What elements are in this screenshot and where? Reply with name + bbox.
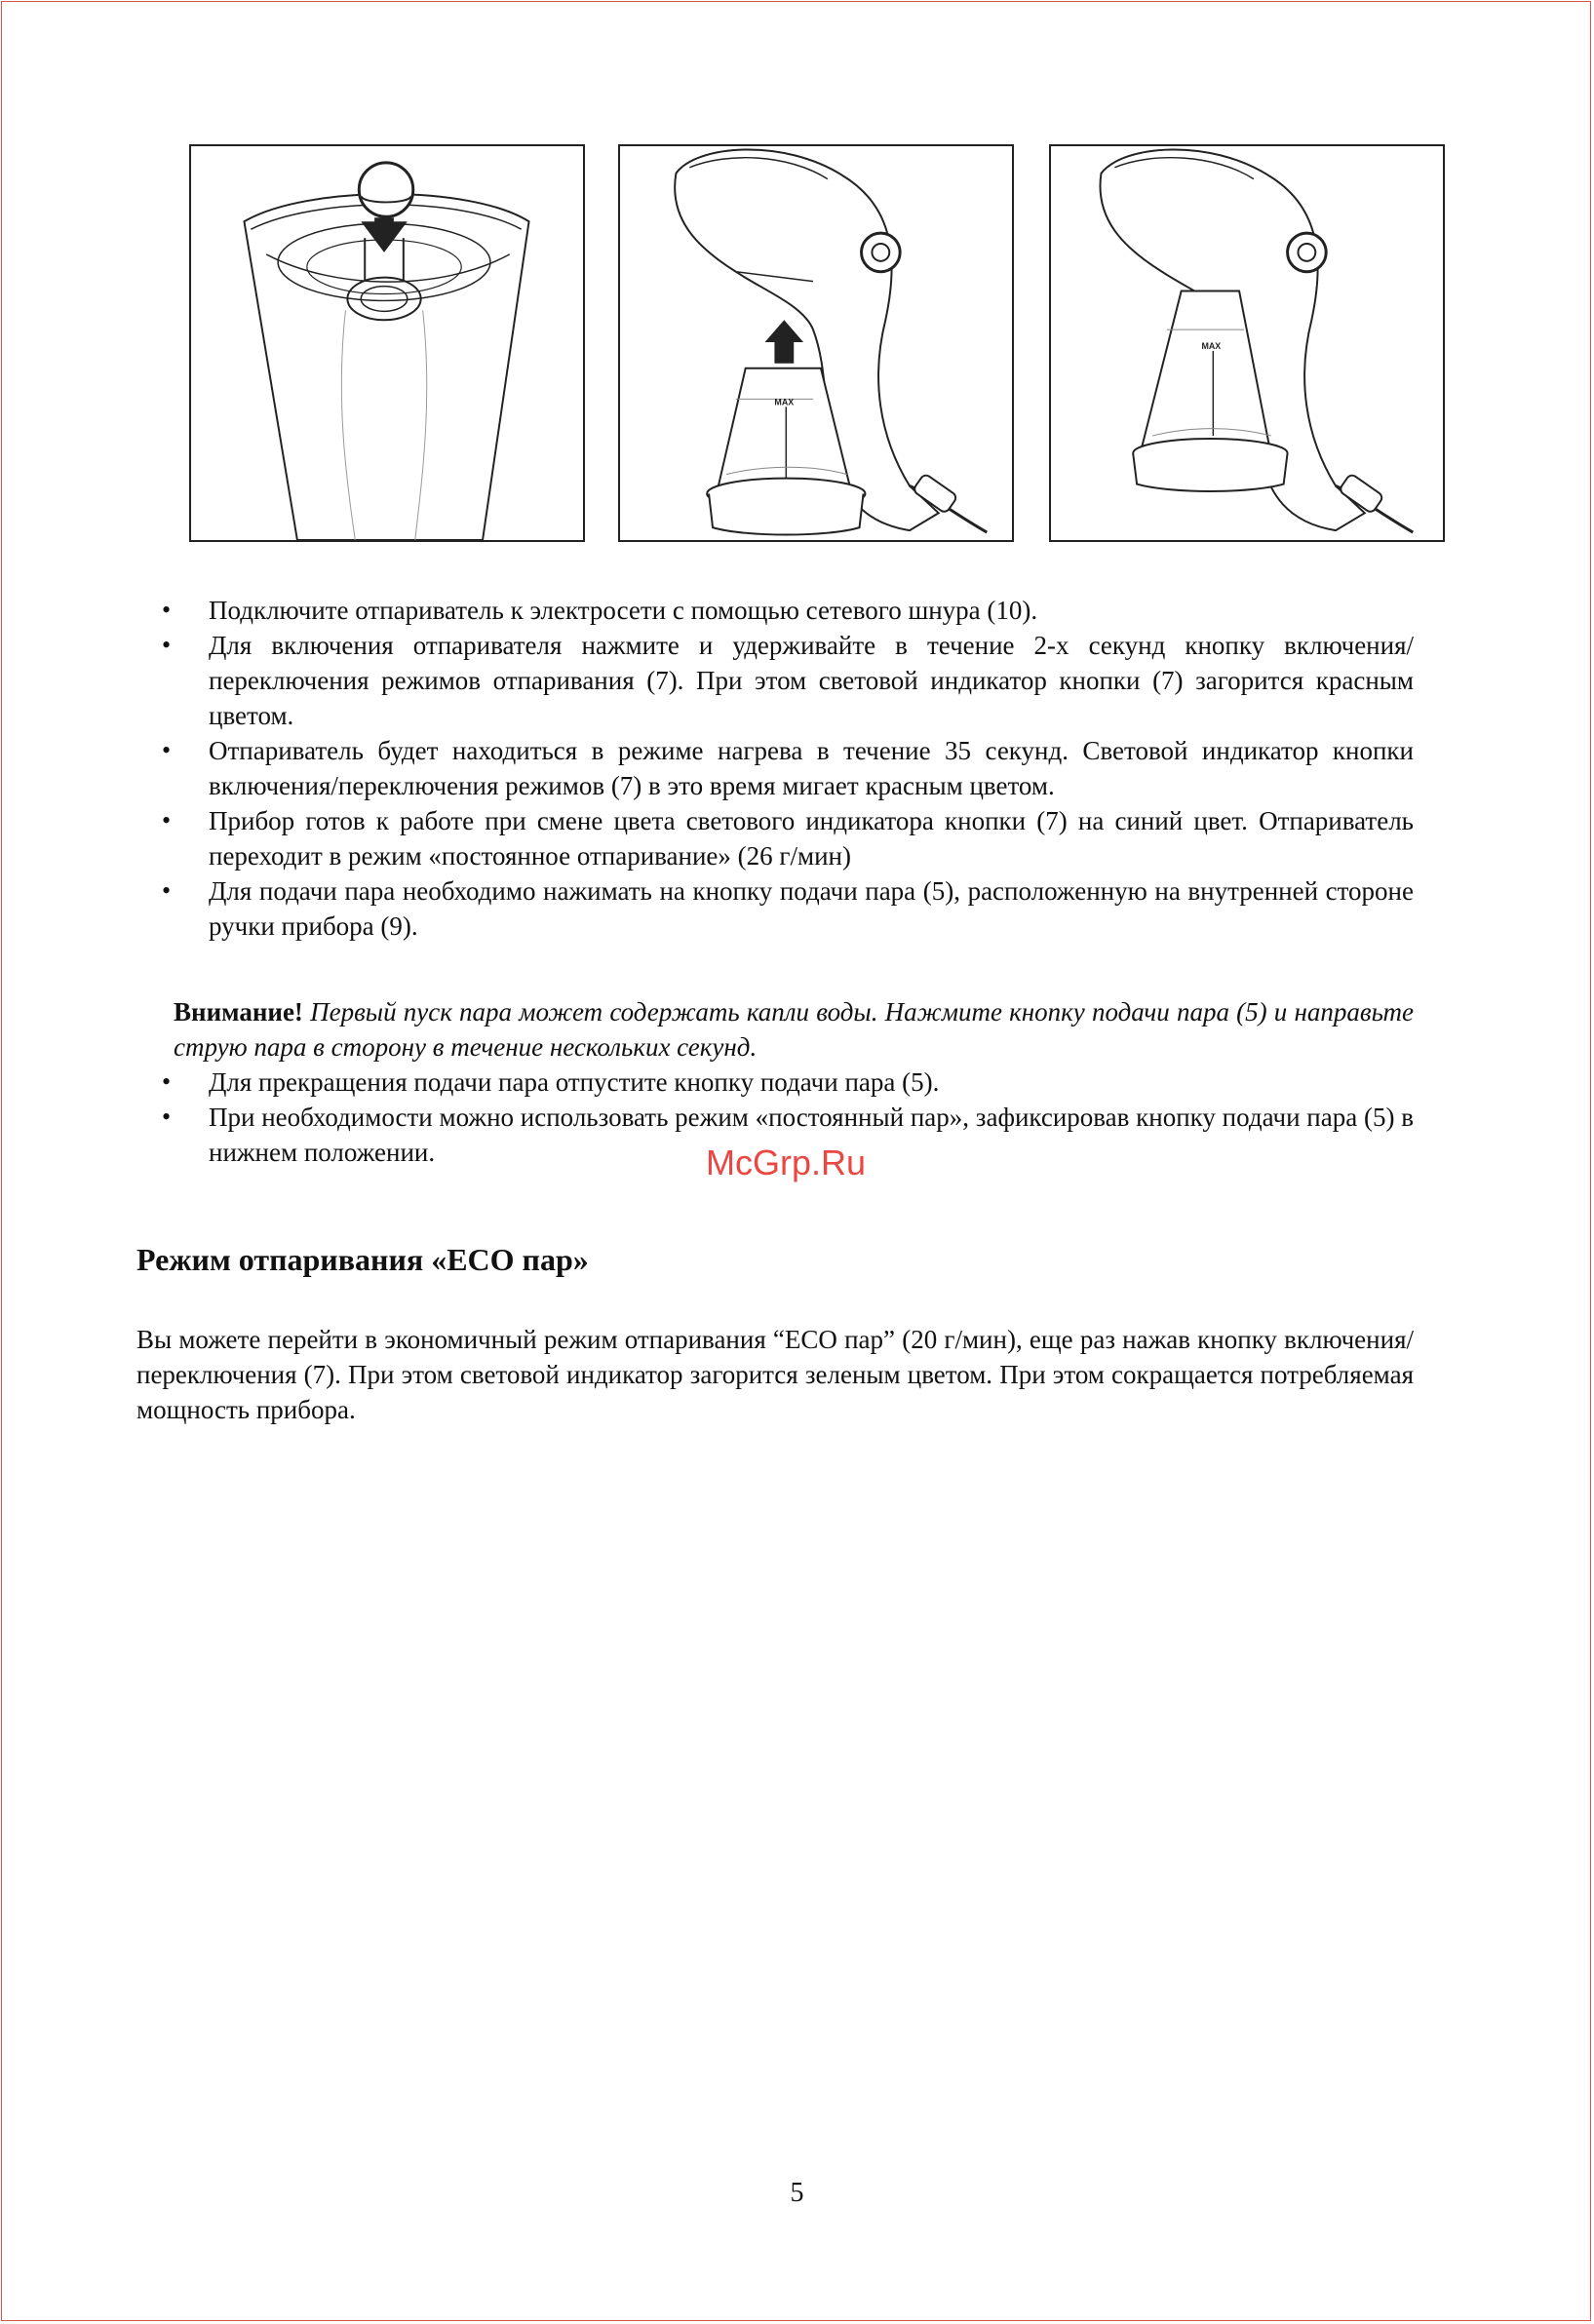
tank-max-label: MAX [774,397,795,407]
tank-insert-illustration [191,146,583,540]
figure-steamer-assembled [1049,144,1445,542]
bullet-list [136,593,1414,944]
watermark: McGrp.Ru [706,1143,867,1182]
list-item: • Отпариватель будет находиться в режиме нагрева в течение 35 секунд. Световой индикатор кнопки включения/переключения режимов (7) в это время мигает красным цветом. [136,733,1414,803]
list-item: • Прибор готов к работе при смене цвета светового индикатора кнопки (7) на синий цвет. Отпариватель переходит в режим «постоянное отпаривание» (26 г/мин) [136,803,1414,873]
figure-tank-attach [618,144,1014,542]
warning-label: Внимание! [174,997,303,1026]
steamer-assembled-illustration [1051,146,1443,540]
tank-max-label: MAX [1201,340,1222,351]
figures-row [189,144,1445,544]
warning-note [174,994,1414,1065]
list-item: • Для подачи пара необходимо нажимать на кнопку подачи пара (5), расположенную на внутренней стороне ручки прибора (9). [136,873,1414,944]
instructions-content [136,593,1414,1427]
tank-attach-illustration [620,146,1012,540]
list-item: • Для включения отпаривателя нажмите и удерживайте в течение 2-х секунд кнопку включения/переключения режимов отпаривания (7). При этом световой индикатор кнопки (7) загорится красным цветом. [136,628,1414,733]
eco-paragraph: Вы можете перейти в экономичный режим отпаривания “ECO пар” (20 г/мин), еще раз нажав кнопку включения/переключения (7). При этом световой индикатор загорится зеленым цветом. При этом сокращается потребляемая мощность прибора. [136,1325,1414,1424]
list-item: • При необходимости можно использовать режим «постоянный пар», зафиксировав кнопку подачи пара (5) в нижнем положении. [136,1100,1414,1170]
list-item: • Для прекращения подачи пара отпустите кнопку подачи пара (5). [136,1065,1414,1100]
section-title: Режим отпаривания «ECO пар» [136,1242,589,1277]
warning-text: Первый пуск пара может содержать капли воды. Нажмите кнопку подачи пара (5) и направьте струю пара в сторону в течение нескольких секунд. [174,997,1414,1062]
figure-tank-insert [189,144,585,542]
list-item: • Подключите отпариватель к электросети с помощью сетевого шнура (10). [136,593,1414,628]
page-number: 5 [790,2178,804,2208]
